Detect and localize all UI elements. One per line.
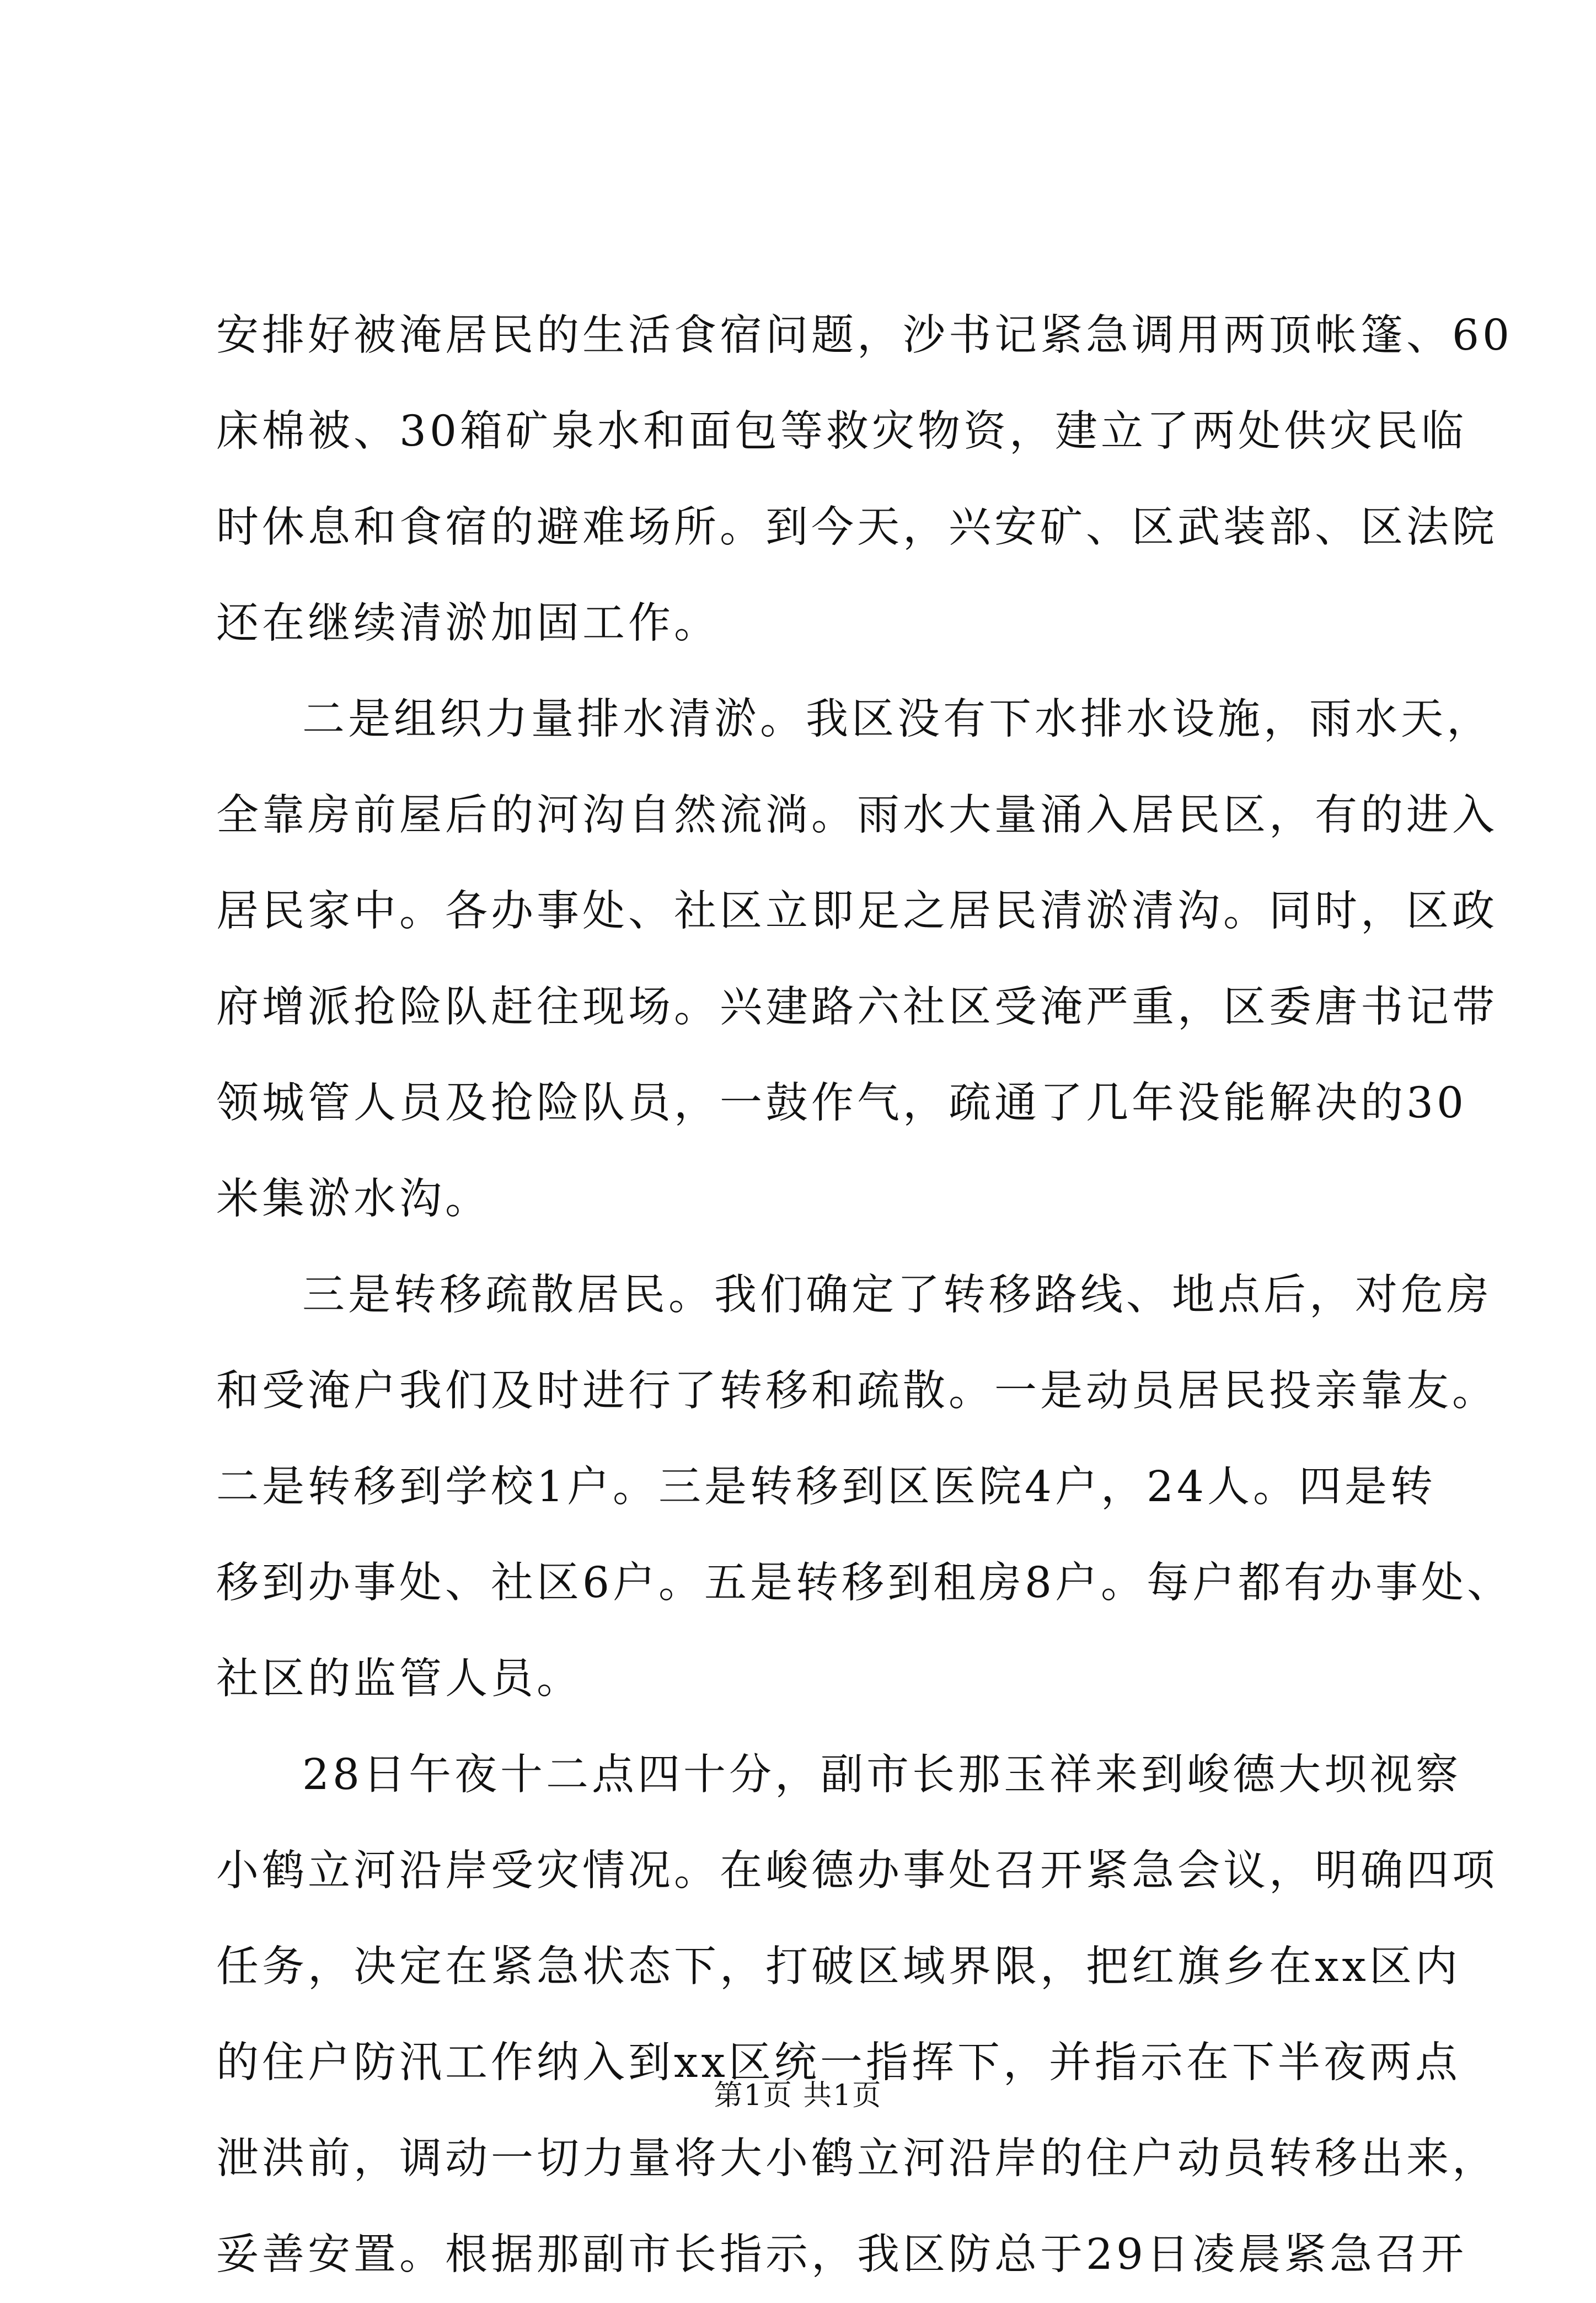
document-body [216, 288, 1513, 2303]
text-line: 28日午夜十二点四十分，副市长那玉祥来到峻德大坝视察 [302, 1750, 1461, 1799]
text-line: 的住户防汛工作纳入到xx区统一指挥下，并指示在下半夜两点 [216, 2038, 1461, 2087]
text-line: 还在继续清淤加固工作。 [216, 599, 720, 648]
text-line: 社区的监管人员。 [216, 1654, 582, 1704]
text-line: 府增派抢险队赶往现场。兴建路六社区受淹严重，区委唐书记带 [216, 983, 1498, 1032]
text-line: 米集淤水沟。 [216, 1175, 491, 1224]
text-line: 三是转移疏散居民。我们确定了转移路线、地点后，对危房 [302, 1271, 1492, 1320]
text-line: 移到办事处、社区6户。五是转移到租房8户。每户都有办事处、 [216, 1558, 1513, 1608]
text-line: 居民家中。各办事处、社区立即足之居民清淤清沟。同时，区政 [216, 887, 1498, 936]
text-line: 妥善安置。根据那副市长指示，我区防总于29日凌晨紧急召开 [216, 2230, 1467, 2279]
text-line: 领城管人员及抢险队员，一鼓作气，疏通了几年没能解决的30 [216, 1079, 1467, 1128]
text-line: 床棉被、30箱矿泉水和面包等救灾物资，建立了两处供灾民临 [216, 407, 1467, 456]
text-line: 二是转移到学校1户。三是转移到区医院4户，24人。四是转 [216, 1463, 1436, 1512]
text-line: 全靠房前屋后的河沟自然流淌。雨水大量涌入居民区，有的进入 [216, 791, 1498, 840]
text-line: 时休息和食宿的避难场所。到今天，兴安矿、区武装部、区法院 [216, 503, 1498, 552]
text-line: 小鹤立河沿岸受灾情况。在峻德办事处召开紧急会议，明确四项 [216, 1846, 1498, 1895]
page-footer: 第1页 共1页 [714, 2079, 882, 2112]
text-line: 二是组织力量排水清淤。我区没有下水排水设施，雨水天， [302, 695, 1492, 744]
text-line: 任务，决定在紧急状态下，打破区域界限，把红旗乡在xx区内 [216, 1942, 1461, 1991]
text-line: 安排好被淹居民的生活食宿问题，沙书记紧急调用两顶帐篷、60 [216, 311, 1513, 360]
text-line: 和受淹户我们及时进行了转移和疏散。一是动员居民投亲靠友。 [216, 1367, 1498, 1416]
text-line: 泄洪前，调动一切力量将大小鹤立河沿岸的住户动员转移出来， [216, 2134, 1498, 2183]
